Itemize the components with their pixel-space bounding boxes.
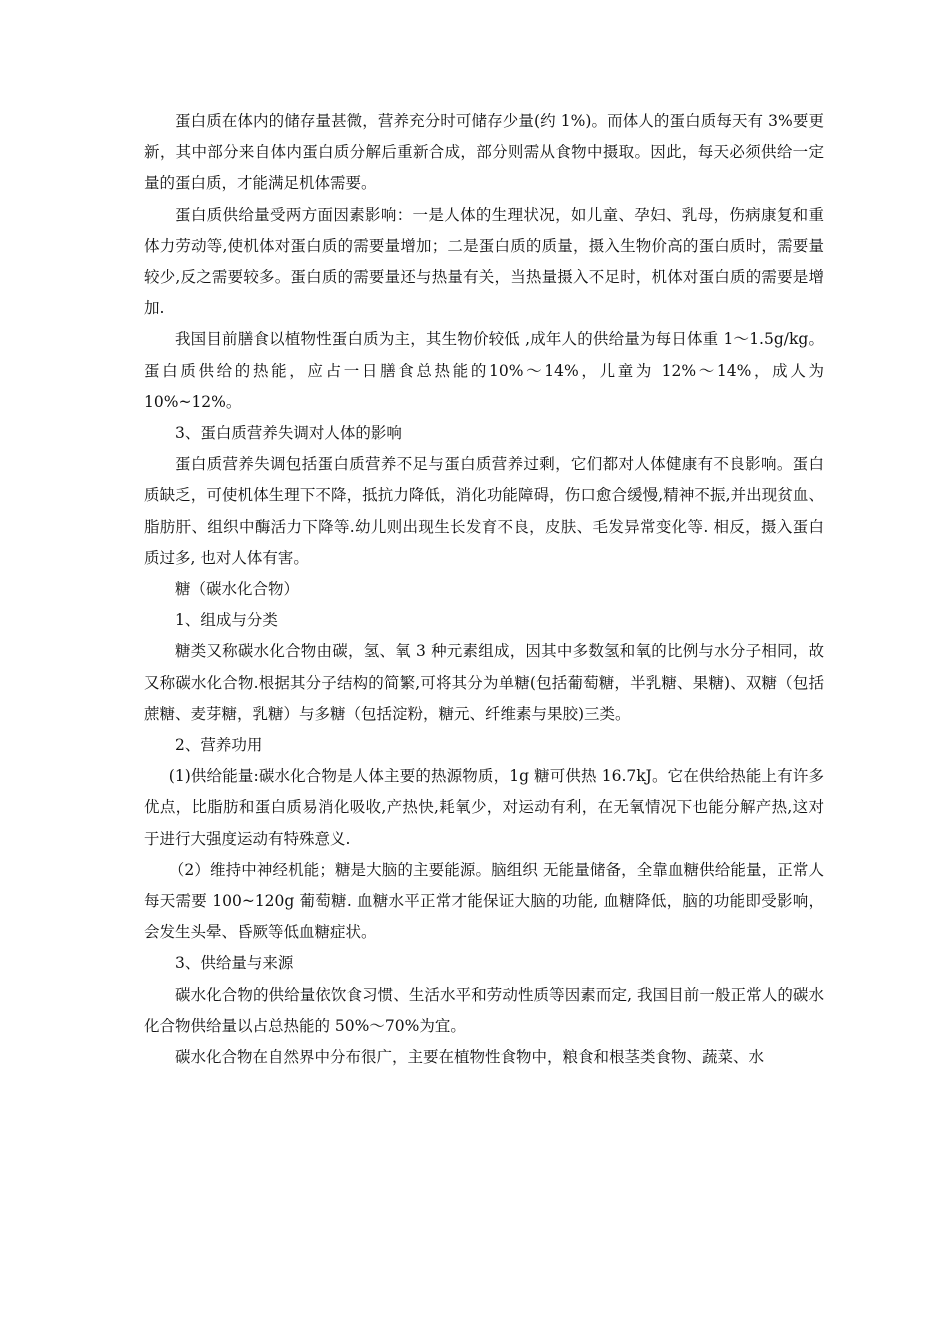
section-heading: 3、蛋白质营养失调对人体的影响	[175, 424, 402, 443]
paragraph: 碳水化合物在自然界中分布很广，主要在植物性食物中，粮食和根茎类食物、蔬菜、水	[175, 1048, 765, 1067]
section-heading: 1、组成与分类	[175, 611, 278, 630]
paragraph: 蛋白质营养失调包括蛋白质营养不足与蛋白质营养过剩，它们都对人体健康有不良影响。蛋白质缺乏，可使机体生理下不降，抵抗力降低，消化功能障碍，伤口愈合缓慢,精神不振,并出现贫血、脂肪肝、组织中酶活力下降等.幼儿则出现生长发育不良，皮肤、毛发异常变化等. 相反，摄入蛋白质过多, 也对人体有害。	[144, 455, 824, 567]
paragraph: 糖类又称碳水化合物由碳，氢、氧 3 种元素组成，因其中多数氢和氧的比例与水分子相同，故又称碳水化合物.根据其分子结构的简繁,可将其分为单糖(包括葡萄糖，半乳糖、果糖)、双糖（包括蔗糖、麦芽糖，乳糖）与多糖（包括淀粉，糖元、纤维素与果胶)三类。	[144, 642, 824, 723]
document-page	[144, 106, 824, 1073]
list-item: (1)供给能量:碳水化合物是人体主要的热源物质，1g 糖可供热 16.7kJ。它在供给热能上有许多优点，比脂肪和蛋白质易消化吸收,产热快,耗氧少，对运动有利，在无氧情况下也能分解产热,这对于进行大强度运动有特殊意义.	[144, 767, 824, 848]
paragraph: 碳水化合物的供给量依饮食习惯、生活水平和劳动性质等因素而定, 我国目前一般正常人的碳水化合物供给量以占总热能的 50%～70%为宜。	[144, 985, 824, 1035]
paragraph: 我国目前膳食以植物性蛋白质为主，其生物价较低 ,成年人的供给量为每日体重 1～1.5g/kg。蛋白质供给的热能，应占一日膳食总热能的10%～14%，儿童为 12%～14%，成人为 10%~12%。	[144, 330, 824, 411]
section-heading: 2、营养功用	[175, 736, 263, 755]
section-heading: 3、供给量与来源	[175, 954, 294, 973]
paragraph: 蛋白质在体内的储存量甚微，营养充分时可储存少量(约 1%)。而体人的蛋白质每天有 3%要更新，其中部分来自体内蛋白质分解后重新合成，部分则需从食物中摄取。因此，每天必须供给一定量的蛋白质，才能满足机体需要。	[144, 112, 824, 193]
paragraph: 蛋白质供给量受两方面因素影响：一是人体的生理状况，如儿童、孕妇、乳母，伤病康复和重体力劳动等,使机体对蛋白质的需要量增加；二是蛋白质的质量，摄入生物价高的蛋白质时，需要量较少,反之需要较多。蛋白质的需要量还与热量有关，当热量摄入不足时，机体对蛋白质的需要是增加.	[144, 205, 824, 318]
section-heading: 糖（碳水化合物）	[175, 580, 300, 599]
list-item: （2）维持中神经机能；糖是大脑的主要能源。脑组织 无能量储备，全靠血糖供给能量，正常人每天需要 100~120g 葡萄糖. 血糖水平正常才能保证大脑的功能, 血糖降低，脑的功能即受影响，会发生头晕、昏厥等低血糖症状。	[144, 860, 824, 942]
